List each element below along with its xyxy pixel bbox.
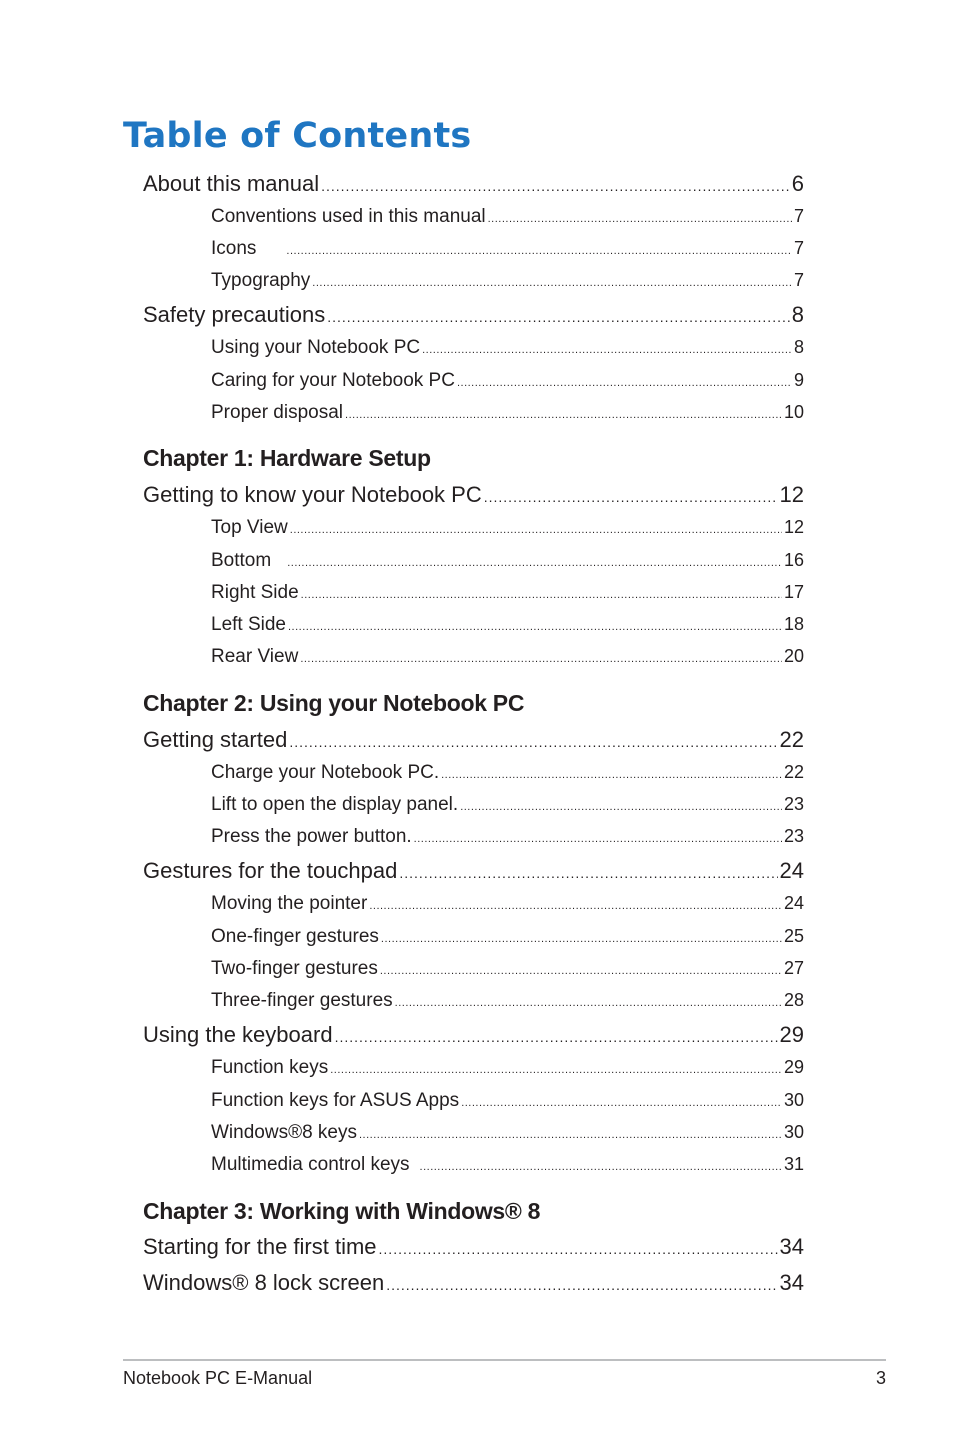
toc-entry-page: 29 <box>783 1057 804 1077</box>
toc-entry-label: Two-finger gestures <box>211 958 378 979</box>
toc-entry[interactable] <box>211 270 804 292</box>
toc-entry-label: Lift to open the display panel. <box>211 794 459 815</box>
toc-entry[interactable] <box>143 1234 804 1260</box>
toc-entry-page: 34 <box>779 1270 804 1295</box>
toc-entry[interactable] <box>211 762 804 784</box>
dot-leader <box>288 621 782 633</box>
dot-leader <box>488 213 792 225</box>
toc-entry-label: Getting started <box>143 727 288 752</box>
toc-entry-label: Three-finger gestures <box>211 990 393 1011</box>
toc-entry[interactable] <box>143 727 804 753</box>
toc-entry-label: Charge your Notebook PC. <box>211 762 440 783</box>
toc-entry-label: Function keys <box>211 1057 329 1078</box>
toc-entry-label: Multimedia control keys <box>211 1154 410 1175</box>
toc-entry[interactable] <box>143 482 804 508</box>
dot-leader <box>290 524 782 536</box>
toc-entry[interactable] <box>211 646 804 668</box>
toc-entry[interactable] <box>211 370 804 392</box>
toc-entry-label: Windows®8 keys <box>211 1122 357 1143</box>
toc-entry-page: 28 <box>783 990 804 1010</box>
toc-entry-label: Starting for the first time <box>143 1234 377 1259</box>
toc-entry[interactable] <box>211 1057 804 1079</box>
toc-entry[interactable] <box>211 402 804 424</box>
toc-entry[interactable] <box>211 1122 804 1144</box>
toc-entry[interactable] <box>211 238 804 260</box>
toc-entry-label: Windows® 8 lock screen <box>143 1270 385 1295</box>
footer-manual-name: Notebook PC E-Manual <box>123 1368 313 1388</box>
toc-entry-label: One-finger gestures <box>211 926 379 947</box>
dot-leader <box>386 1277 777 1293</box>
toc-entry[interactable] <box>211 1090 804 1112</box>
toc-entry-label: Gestures for the touchpad <box>143 858 398 883</box>
dot-leader <box>441 769 782 781</box>
toc-entry-page: 7 <box>793 206 804 226</box>
toc-entry-page: 34 <box>779 1234 804 1259</box>
dot-leader <box>287 557 782 569</box>
dot-leader <box>461 1097 782 1109</box>
toc-entry-page: 18 <box>783 614 804 634</box>
dot-leader <box>460 801 782 813</box>
toc-entry-page: 23 <box>783 794 804 814</box>
toc-entry-page: 12 <box>783 517 804 537</box>
toc-entry-page: 22 <box>779 727 804 752</box>
toc-entry[interactable] <box>211 614 804 636</box>
toc-entry-page: 7 <box>793 238 804 258</box>
dot-leader <box>414 833 782 845</box>
toc-entry-label: Function keys for ASUS Apps <box>211 1090 460 1111</box>
toc-entry-page: 30 <box>783 1122 804 1142</box>
toc-entry-page: 25 <box>783 926 804 946</box>
toc-entry-page: 16 <box>783 550 804 570</box>
toc-entry-label: Safety precautions <box>143 302 326 327</box>
toc-entry-page: 27 <box>783 958 804 978</box>
toc-entry-page: 17 <box>783 582 804 602</box>
dot-leader <box>399 865 777 881</box>
toc-entry-label: Rear View <box>211 646 299 667</box>
toc-entry-page: 7 <box>793 270 804 290</box>
toc-entry[interactable] <box>211 1154 804 1176</box>
toc-entry-page: 6 <box>791 171 804 196</box>
toc-entry-page: 20 <box>783 646 804 666</box>
dot-leader <box>457 377 792 389</box>
toc-entry[interactable] <box>143 858 804 884</box>
toc-entry-label: Right Side <box>211 582 299 603</box>
toc-entry-page: 8 <box>791 302 804 327</box>
dot-leader <box>345 409 782 421</box>
toc-entry-label: Moving the pointer <box>211 893 368 914</box>
chapter-heading: Chapter 1: Hardware Setup <box>143 445 431 471</box>
toc-entry-label: Using your Notebook PC <box>211 337 421 358</box>
toc-entry[interactable] <box>211 893 804 915</box>
dot-leader <box>327 309 790 325</box>
toc-entry[interactable] <box>211 337 804 359</box>
toc-entry-label: Left Side <box>211 614 286 635</box>
dot-leader <box>312 277 792 289</box>
toc-entry[interactable] <box>211 517 804 539</box>
dot-leader <box>286 245 792 257</box>
toc-entry-label: About this manual <box>143 171 320 196</box>
toc-entry[interactable] <box>211 550 804 572</box>
toc-entry[interactable] <box>143 171 804 197</box>
toc-entry[interactable] <box>143 1022 804 1048</box>
toc-entry-label: Using the keyboard <box>143 1022 333 1047</box>
dot-leader <box>381 933 782 945</box>
toc-entry-label: Top View <box>211 517 288 538</box>
toc-entry-label: Typography <box>211 270 311 291</box>
toc-entry[interactable] <box>211 990 804 1012</box>
toc-entry-label: Caring for your Notebook PC <box>211 370 455 391</box>
toc-entry-label: Press the power button. <box>211 826 412 847</box>
toc-entry-page: 30 <box>783 1090 804 1110</box>
dot-leader <box>369 900 782 912</box>
toc-entry-page: 29 <box>779 1022 804 1047</box>
toc-entry-page: 24 <box>779 858 804 883</box>
toc-entry-page: 8 <box>793 337 804 357</box>
toc-entry-label: Proper disposal <box>211 402 344 423</box>
chapter-heading: Chapter 3: Working with Windows® 8 <box>143 1198 541 1224</box>
dot-leader <box>484 489 778 505</box>
dot-leader <box>359 1129 782 1141</box>
toc-entry-page: 23 <box>783 826 804 846</box>
dot-leader <box>289 734 777 750</box>
toc-entry-label: Bottom <box>211 550 272 571</box>
footer-divider <box>123 1359 886 1361</box>
dot-leader <box>321 178 790 194</box>
toc-entry-page: 24 <box>783 893 804 913</box>
toc-entry-page: 12 <box>779 482 804 507</box>
toc-entry-label: Icons <box>211 238 257 259</box>
dot-leader <box>420 1161 782 1173</box>
toc-entry-page: 9 <box>793 370 804 390</box>
dot-leader <box>300 653 782 665</box>
dot-leader <box>380 965 782 977</box>
toc-entry-label: Conventions used in this manual <box>211 206 486 227</box>
dot-leader <box>395 997 782 1009</box>
toc-entry[interactable] <box>143 1270 804 1296</box>
toc-entry-page: 31 <box>783 1154 804 1174</box>
toc-entry[interactable] <box>211 794 804 816</box>
toc-entry-label: Getting to know your Notebook PC <box>143 482 482 507</box>
toc-entry[interactable] <box>211 582 804 604</box>
dot-leader <box>330 1064 782 1076</box>
toc-entry[interactable] <box>211 826 804 848</box>
dot-leader <box>379 1241 778 1257</box>
toc-entry[interactable] <box>211 926 804 948</box>
dot-leader <box>335 1029 778 1045</box>
page-title: Table of Contents <box>123 116 472 156</box>
toc-entry[interactable] <box>143 302 804 328</box>
toc-entry-page: 10 <box>783 402 804 422</box>
footer-page-number: 3 <box>875 1368 886 1388</box>
toc-entry[interactable] <box>211 958 804 980</box>
chapter-heading: Chapter 2: Using your Notebook PC <box>143 690 525 716</box>
dot-leader <box>422 344 792 356</box>
dot-leader <box>301 589 782 601</box>
toc-entry[interactable] <box>211 206 804 228</box>
toc-entry-page: 22 <box>783 762 804 782</box>
